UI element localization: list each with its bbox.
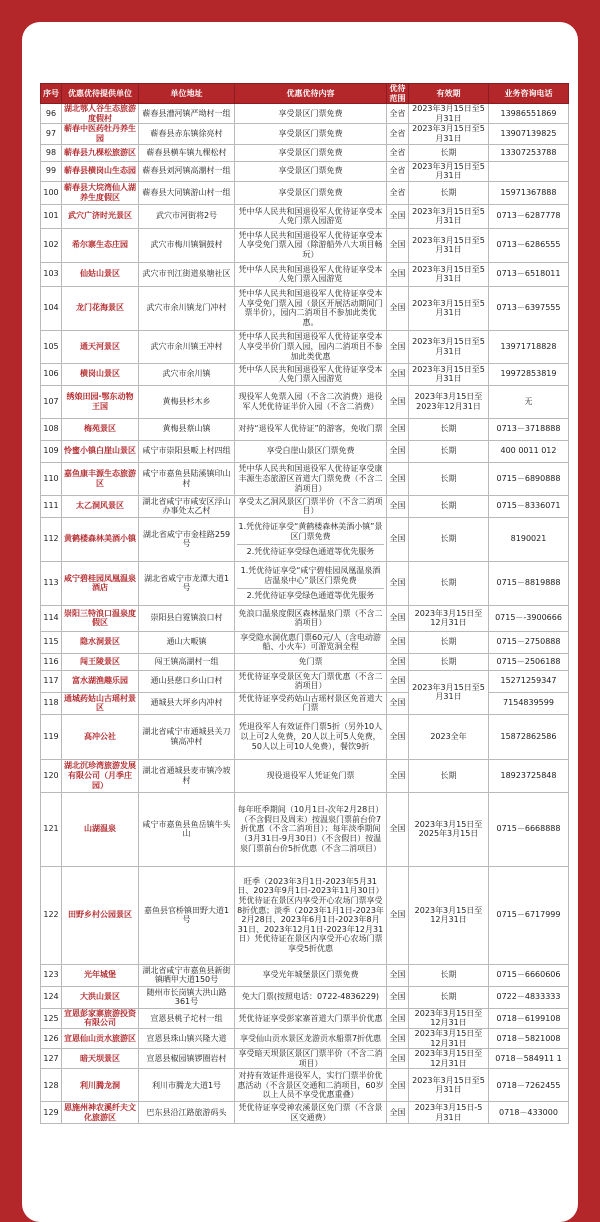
cell-name: 恩施州神农溪纤夫文化旅游区 <box>62 1102 139 1124</box>
cell-desc: 凭中华人民共和国退役军人优待证享受本人享受半价门票入园，园内二消项目不参加此类优惠 <box>235 330 387 363</box>
cell-scope: 全国 <box>387 418 409 440</box>
column-header: 有效期 <box>409 84 489 104</box>
cell-phone: 13971718828 <box>489 330 569 363</box>
cell-phone: 0715－2506188 <box>489 653 569 670</box>
column-header: 优惠优待提供单位 <box>62 84 139 104</box>
cell-addr: 湖北省咸宁市金桂路259号 <box>139 517 235 561</box>
cell-desc: 享受景区门票免费 <box>235 161 387 181</box>
cell-no: 102 <box>41 228 62 262</box>
cell-phone: 19972853819 <box>489 363 569 385</box>
cell-no: 114 <box>41 605 62 631</box>
table-row <box>41 462 569 495</box>
cell-desc: 凭优待证享受神农溪景区免门票（不含景区交通费） <box>235 1102 387 1124</box>
cell-no: 104 <box>41 286 62 330</box>
cell-no: 101 <box>41 204 62 228</box>
page-card <box>22 22 578 1222</box>
cell-addr: 宣恩县珠山镇兴隆大道 <box>139 1028 235 1048</box>
cell-period: 2023年3月15日至12月31日 <box>409 866 489 964</box>
cell-scope: 全国 <box>387 692 409 714</box>
cell-desc: 对持“退役军人优待证”的游客，免收门票 <box>235 418 387 440</box>
cell-name: 蕲春县横岗山生态园 <box>62 161 139 181</box>
cell-addr: 黄梅县杉木乡 <box>139 385 235 418</box>
table-header-row <box>41 84 569 104</box>
cell-no: 112 <box>41 517 62 561</box>
cell-addr: 蕲春县横车镇九棵松村 <box>139 144 235 161</box>
cell-addr: 黄梅县蔡山镇 <box>139 418 235 440</box>
cell-desc: 凭中华人民共和国退役军人优待证享受本人免门票入园游览 <box>235 262 387 286</box>
cell-name: 怜蜜小镇白崖山景区 <box>62 440 139 462</box>
cell-addr: 利川市腾龙大道1号 <box>139 1069 235 1102</box>
cell-scope: 全国 <box>387 631 409 653</box>
cell-scope: 全国 <box>387 330 409 363</box>
cell-no: 109 <box>41 440 62 462</box>
cell-name: 蕲春县大垸湾仙人湖养生度假区 <box>62 181 139 204</box>
cell-addr: 武穴市刊江街道泉塘社区 <box>139 262 235 286</box>
cell-addr: 武穴市余川镇王冲村 <box>139 330 235 363</box>
cell-phone: 13907139825 <box>489 124 569 144</box>
cell-addr: 咸宁市嘉鱼县鱼岳镇牛头山 <box>139 792 235 866</box>
cell-name: 通天河景区 <box>62 330 139 363</box>
cell-period: 长期 <box>409 561 489 605</box>
cell-scope: 全国 <box>387 792 409 866</box>
cell-addr: 闯王镇高湖村一组 <box>139 653 235 670</box>
cell-name: 山湖温泉 <box>62 792 139 866</box>
cell-no: 115 <box>41 631 62 653</box>
cell-phone: 0718－5821008 <box>489 1028 569 1048</box>
cell-desc: 享受太乙洞风景区门票半价（不含二消项目） <box>235 495 387 517</box>
cell-addr: 宣恩县椒园镇锣圈岩村 <box>139 1049 235 1069</box>
cell-period: 2023年3月15日至5月31日 <box>409 124 489 144</box>
cell-scope: 全国 <box>387 759 409 792</box>
cell-addr: 嘉鱼县官桥镇田野大道1号 <box>139 866 235 964</box>
cell-period: 2023年3月15日至12月31日 <box>409 1008 489 1028</box>
table-row <box>41 561 569 605</box>
cell-phone: 15971367888 <box>489 181 569 204</box>
cell-period: 长期 <box>409 986 489 1008</box>
cell-addr: 通山县慈口乡山口村 <box>139 670 235 692</box>
cell-desc: 免大门票(按照电话：0722-4836229) <box>235 986 387 1008</box>
cell-name: 蕲春中医药牡丹养生园 <box>62 124 139 144</box>
cell-scope: 全国 <box>387 964 409 986</box>
cell-period: 长期 <box>409 418 489 440</box>
cell-name: 蕲春县九棵松旅游区 <box>62 144 139 161</box>
table-row <box>41 262 569 286</box>
cell-scope: 全国 <box>387 714 409 759</box>
cell-addr: 湖北省咸宁市通城县关刀镇高冲村 <box>139 714 235 759</box>
cell-phone: 0718－6199108 <box>489 1008 569 1028</box>
table-row <box>41 714 569 759</box>
cell-phone: 0718－584911 1 <box>489 1049 569 1069</box>
cell-period: 长期 <box>409 440 489 462</box>
table-row <box>41 792 569 866</box>
cell-scope: 全国 <box>387 286 409 330</box>
cell-period: 2023年3月15日至5月31日 <box>409 670 489 714</box>
cell-period: 长期 <box>409 144 489 161</box>
cell-no: 113 <box>41 561 62 605</box>
cell-scope: 全国 <box>387 653 409 670</box>
cell-name: 武穴广济时光景区 <box>62 204 139 228</box>
table-row <box>41 964 569 986</box>
cell-scope: 全省 <box>387 124 409 144</box>
cell-phone: 无 <box>489 385 569 418</box>
cell-scope: 全国 <box>387 986 409 1008</box>
cell-desc: 凭中华人民共和国退役军人优待证享受本人免门票入园游览 <box>235 204 387 228</box>
cell-name: 宣恩彭家寨旅游投资有限公司 <box>62 1008 139 1028</box>
cell-scope: 全省 <box>387 104 409 124</box>
cell-no: 118 <box>41 692 62 714</box>
cell-no: 106 <box>41 363 62 385</box>
cell-phone: 0718－7262455 <box>489 1069 569 1102</box>
cell-phone: 15271259347 <box>489 670 569 692</box>
cell-phone: 13307253788 <box>489 144 569 161</box>
cell-name: 希尔寨生态庄园 <box>62 228 139 262</box>
cell-name: 咸宁碧桂园凤凰温泉酒店 <box>62 561 139 605</box>
cell-desc: 凭中华人民共和国退役军人优待证享受本人享受免门票入园（景区开展活动期间门票半价），园内二消项目不参加此类优惠。 <box>235 286 387 330</box>
cell-desc: 现役退役军人凭证免门票 <box>235 759 387 792</box>
cell-no: 99 <box>41 161 62 181</box>
cell-addr: 湖北省咸宁市龙潭大道1号 <box>139 561 235 605</box>
cell-addr: 湖北省咸宁市嘉鱼县新街镇晒甲大道150号 <box>139 964 235 986</box>
cell-period: 2023年3月15日至5月31日 <box>409 1069 489 1102</box>
cell-addr: 武穴市梅川镇铜鼓村 <box>139 228 235 262</box>
cell-scope: 全国 <box>387 385 409 418</box>
cell-name: 仙姑山景区 <box>62 262 139 286</box>
cell-no: 123 <box>41 964 62 986</box>
cell-addr: 蕲春县大同镇游山村一组 <box>139 181 235 204</box>
cell-no: 110 <box>41 462 62 495</box>
cell-scope: 全国 <box>387 670 409 692</box>
cell-period: 2023年3月15日至2023年12月31日 <box>409 385 489 418</box>
table-row <box>41 181 569 204</box>
discount-table <box>40 83 569 1124</box>
cell-name: 闯王陵景区 <box>62 653 139 670</box>
cell-phone: 0715－2750888 <box>489 631 569 653</box>
cell-name: 利川腾龙洞 <box>62 1069 139 1102</box>
cell-desc: 享受仙山贡水景区龙游贡水船票7折优惠 <box>235 1028 387 1048</box>
cell-phone: 13986551869 <box>489 104 569 124</box>
cell-desc: 免门票 <box>235 653 387 670</box>
cell-scope: 全国 <box>387 228 409 262</box>
table-row <box>41 1028 569 1048</box>
cell-no: 97 <box>41 124 62 144</box>
cell-phone: 0715－6717999 <box>489 866 569 964</box>
table-row <box>41 124 569 144</box>
cell-no: 117 <box>41 670 62 692</box>
cell-phone: 0715－8819888 <box>489 561 569 605</box>
cell-desc: 对持有效证件退役军人，实行门票半价优惠活动（不含景区交通和二消项目，60岁以上人员不享受优惠重叠） <box>235 1069 387 1102</box>
cell-scope: 全国 <box>387 495 409 517</box>
cell-period: 长期 <box>409 181 489 204</box>
table-row <box>41 418 569 440</box>
cell-desc: 享受景区门票免费 <box>235 124 387 144</box>
cell-scope: 全省 <box>387 144 409 161</box>
cell-desc: 凭优待证享受彭家寨首道大门票半价优惠 <box>235 1008 387 1028</box>
cell-scope: 全国 <box>387 605 409 631</box>
cell-addr: 随州市长岗镇大洪山路361号 <box>139 986 235 1008</box>
cell-name: 横岗山景区 <box>62 363 139 385</box>
cell-name: 隐水洞景区 <box>62 631 139 653</box>
table-row <box>41 144 569 161</box>
cell-phone: 7154839599 <box>489 692 569 714</box>
cell-no: 129 <box>41 1102 62 1124</box>
cell-period: 长期 <box>409 495 489 517</box>
cell-name: 梅苑景区 <box>62 418 139 440</box>
cell-period: 长期 <box>409 653 489 670</box>
cell-name: 崇阳三特浪口温泉度假区 <box>62 605 139 631</box>
table-row <box>41 1008 569 1028</box>
cell-name: 富水湖渔趣乐园 <box>62 670 139 692</box>
cell-phone: 0715－-3900666 <box>489 605 569 631</box>
cell-name: 通城药姑山古瑶村景区 <box>62 692 139 714</box>
cell-name: 湖北鄂人谷生态旅游度假村 <box>62 104 139 124</box>
cell-scope: 全国 <box>387 1049 409 1069</box>
table-row <box>41 1049 569 1069</box>
column-header: 序号 <box>41 84 62 104</box>
cell-desc: 凭退役军人有效证件门票5折（另外10人以上可2人免费，20人以上可5人免费，50人以上可10人免费），餐饮9折 <box>235 714 387 759</box>
table-body <box>41 104 569 1124</box>
cell-name: 湖北沉珍湾旅游发展有限公司（月季庄园） <box>62 759 139 792</box>
cell-addr: 武穴市河街将2号 <box>139 204 235 228</box>
cell-no: 124 <box>41 986 62 1008</box>
cell-addr: 巴东县沿江路旅游码头 <box>139 1102 235 1124</box>
cell-name: 黄鹤楼森林美酒小镇 <box>62 517 139 561</box>
table-row <box>41 363 569 385</box>
cell-desc: 1.凭优待证享受“黄鹤楼森林美酒小镇”景区门票免费 2.凭优待证享受绿色通道等优先服务 <box>235 517 387 561</box>
cell-addr: 崇阳县白霓镇浪口村 <box>139 605 235 631</box>
cell-addr: 湖北省通城县麦市镇冷坡村 <box>139 759 235 792</box>
table-row <box>41 759 569 792</box>
cell-desc: 凭中华人民共和国退役军人优待证享受康丰源生态旅游区首道大门票免费（不含二消项目） <box>235 462 387 495</box>
table-row <box>41 104 569 124</box>
table-row <box>41 286 569 330</box>
table-row <box>41 385 569 418</box>
table-row <box>41 495 569 517</box>
cell-no: 105 <box>41 330 62 363</box>
cell-period: 长期 <box>409 517 489 561</box>
cell-addr: 湖北省咸宁市咸安区浮山办事处太乙村 <box>139 495 235 517</box>
cell-phone: 0713－3718888 <box>489 418 569 440</box>
cell-no: 96 <box>41 104 62 124</box>
cell-period: 长期 <box>409 964 489 986</box>
cell-no: 121 <box>41 792 62 866</box>
cell-scope: 全国 <box>387 440 409 462</box>
cell-name: 田野乡村公园景区 <box>62 866 139 964</box>
cell-addr: 蕲春县赤东镇徐亮村 <box>139 124 235 144</box>
cell-addr: 武穴市余川镇 <box>139 363 235 385</box>
cell-scope: 全国 <box>387 561 409 605</box>
cell-phone: 0713－6286555 <box>489 228 569 262</box>
cell-name: 大洪山景区 <box>62 986 139 1008</box>
cell-scope: 全国 <box>387 462 409 495</box>
cell-no: 100 <box>41 181 62 204</box>
cell-phone: 0722－4833333 <box>489 986 569 1008</box>
cell-desc: 享受隐水洞优惠门票60元/人（含电动游船、小火车）可游览洞全程 <box>235 631 387 653</box>
cell-no: 127 <box>41 1049 62 1069</box>
cell-scope: 全省 <box>387 181 409 204</box>
cell-period: 2023年3月15日至12月31日 <box>409 1028 489 1048</box>
cell-name: 高冲公社 <box>62 714 139 759</box>
cell-phone: 18923725848 <box>489 759 569 792</box>
cell-name: 太乙洞风景区 <box>62 495 139 517</box>
cell-phone: 0713－6518011 <box>489 262 569 286</box>
cell-scope: 全国 <box>387 866 409 964</box>
table-row <box>41 204 569 228</box>
cell-no: 111 <box>41 495 62 517</box>
cell-no: 119 <box>41 714 62 759</box>
cell-phone: 400 0011 012 <box>489 440 569 462</box>
table-row <box>41 228 569 262</box>
cell-desc: 享受白崖山景区门票免费 <box>235 440 387 462</box>
cell-period: 2023年3月15日-5月31日 <box>409 1102 489 1124</box>
cell-no: 128 <box>41 1069 62 1102</box>
cell-period: 2023全年 <box>409 714 489 759</box>
cell-addr: 咸宁市崇阳县畈上村四组 <box>139 440 235 462</box>
cell-period: 长期 <box>409 759 489 792</box>
cell-period: 2023年3月15日至5月31日 <box>409 330 489 363</box>
table-row <box>41 440 569 462</box>
cell-period: 2023年3月15日至12月31日 <box>409 1049 489 1069</box>
cell-desc: 每年旺季期间（10月1日-次年2月28日）（不含假日及周末）按温泉门票前台价7折优惠（不含二消项目）；每年淡季期间（3月31日-9月30日）（不含假日）按温泉门票前台价5折优惠（不含二消项目） <box>235 792 387 866</box>
cell-no: 122 <box>41 866 62 964</box>
cell-desc: 现役军人免票入园（不含二次消费）退役军人凭优待证半价入园（不含二消费） <box>235 385 387 418</box>
cell-desc: 凭优待证享受景区免大门票优惠（不含二消项目） <box>235 670 387 692</box>
column-header: 优惠优待内容 <box>235 84 387 104</box>
cell-no: 116 <box>41 653 62 670</box>
cell-desc: 凭优待证享受药姑山古瑶村景区免首道大门票 <box>235 692 387 714</box>
cell-phone: 0713－6397555 <box>489 286 569 330</box>
cell-phone: 0715－6890888 <box>489 462 569 495</box>
cell-phone: 0713－6287778 <box>489 204 569 228</box>
cell-scope: 全国 <box>387 1008 409 1028</box>
cell-period: 2023年3月15日至5月31日 <box>409 104 489 124</box>
table-row <box>41 653 569 670</box>
cell-no: 108 <box>41 418 62 440</box>
cell-scope: 全国 <box>387 1069 409 1102</box>
cell-desc: 享受景区门票免费 <box>235 144 387 161</box>
cell-addr: 蕲春县刘河镇高潮村一组 <box>139 161 235 181</box>
table-row <box>41 1069 569 1102</box>
cell-period: 2023年3月15日至5月31日 <box>409 228 489 262</box>
cell-name: 龙门花海景区 <box>62 286 139 330</box>
table-row <box>41 330 569 363</box>
table-row <box>41 1102 569 1124</box>
cell-scope: 全国 <box>387 262 409 286</box>
cell-desc: 凭中华人民共和国退役军人优待证享受本人享受免门票入园（除游船外八大项目畅玩） <box>235 228 387 262</box>
cell-period: 长期 <box>409 631 489 653</box>
table-row <box>41 605 569 631</box>
cell-addr: 武穴市余川镇龙门冲村 <box>139 286 235 330</box>
cell-no: 120 <box>41 759 62 792</box>
cell-desc: 享受景区门票免费 <box>235 104 387 124</box>
cell-name: 绣娘田园·鄂东动物王国 <box>62 385 139 418</box>
cell-name: 暗天坝景区 <box>62 1049 139 1069</box>
cell-addr: 宣恩县桃子坨村一组 <box>139 1008 235 1028</box>
cell-period: 2023年3月15日至2025年3月15日 <box>409 792 489 866</box>
table-row <box>41 692 569 714</box>
cell-scope: 全国 <box>387 1028 409 1048</box>
cell-period: 2023年3月15日至5月31日 <box>409 262 489 286</box>
cell-phone: 8190021 <box>489 517 569 561</box>
cell-phone: 0718－433000 <box>489 1102 569 1124</box>
cell-name: 嘉鱼康丰源生态旅游区 <box>62 462 139 495</box>
cell-addr: 蕲春县漕河镇严坳村一组 <box>139 104 235 124</box>
cell-period: 2023年3月15日至12月31日 <box>409 605 489 631</box>
cell-scope: 全国 <box>387 204 409 228</box>
cell-phone: 0715－8336071 <box>489 495 569 517</box>
cell-scope: 全国 <box>387 517 409 561</box>
cell-phone: 0715－6668888 <box>489 792 569 866</box>
column-header: 单位地址 <box>139 84 235 104</box>
cell-no: 125 <box>41 1008 62 1028</box>
cell-period: 2023年3月15日至5月31日 <box>409 161 489 181</box>
column-header: 业务咨询电话 <box>489 84 569 104</box>
cell-period: 2023年3月15日至5月31日 <box>409 363 489 385</box>
cell-no: 98 <box>41 144 62 161</box>
cell-name: 光年城堡 <box>62 964 139 986</box>
cell-name: 宣恩仙山贡水旅游区 <box>62 1028 139 1048</box>
cell-desc: 享受光年城堡景区门票免费 <box>235 964 387 986</box>
cell-scope: 全省 <box>387 161 409 181</box>
cell-no: 107 <box>41 385 62 418</box>
cell-addr: 通城县大坪乡内冲村 <box>139 692 235 714</box>
cell-addr: 咸宁市嘉鱼县陆溪镇印山村 <box>139 462 235 495</box>
cell-period: 2023年3月15日至5月31日 <box>409 204 489 228</box>
cell-desc: 凭中华人民共和国退役军人优待证享受本人免门票入园游览 <box>235 363 387 385</box>
cell-scope: 全国 <box>387 1102 409 1124</box>
cell-desc: 享受暗天坝景区景区门票半价（不含二消项目） <box>235 1049 387 1069</box>
cell-period: 2023年3月15日至5月31日 <box>409 286 489 330</box>
cell-scope: 全国 <box>387 363 409 385</box>
table-row <box>41 866 569 964</box>
table-row <box>41 670 569 692</box>
cell-desc: 免浪口温泉度假区森林温泉门票（不含二消项目） <box>235 605 387 631</box>
cell-no: 126 <box>41 1028 62 1048</box>
table-row <box>41 161 569 181</box>
cell-addr: 通山大畈镇 <box>139 631 235 653</box>
cell-period: 长期 <box>409 462 489 495</box>
table-row <box>41 517 569 561</box>
cell-phone <box>489 161 569 181</box>
table-row <box>41 986 569 1008</box>
cell-phone: 0715－6660606 <box>489 964 569 986</box>
table-row <box>41 631 569 653</box>
cell-desc: 旺季（2023年3月1日-2023年5月31日、2023年9月1日-2023年11月30日）凭优待证在景区内享受开心农场门票享受8折优惠；淡季（2023年1月1日-2023年2月28日、2023年6月1日-2023年8月31日、2023年12月1日-2023年12月31日）凭优待证在景区内享受开心农场门票享受5折优惠 <box>235 866 387 964</box>
cell-desc: 1.凭优待证享受“咸宁碧桂园凤凰温泉酒店温泉中心”景区门票免费 2.凭优待证享受绿色通道等优先服务 <box>235 561 387 605</box>
cell-no: 103 <box>41 262 62 286</box>
column-header: 优待范围 <box>387 84 409 104</box>
cell-desc: 享受景区门票免费 <box>235 181 387 204</box>
cell-phone: 15872862586 <box>489 714 569 759</box>
